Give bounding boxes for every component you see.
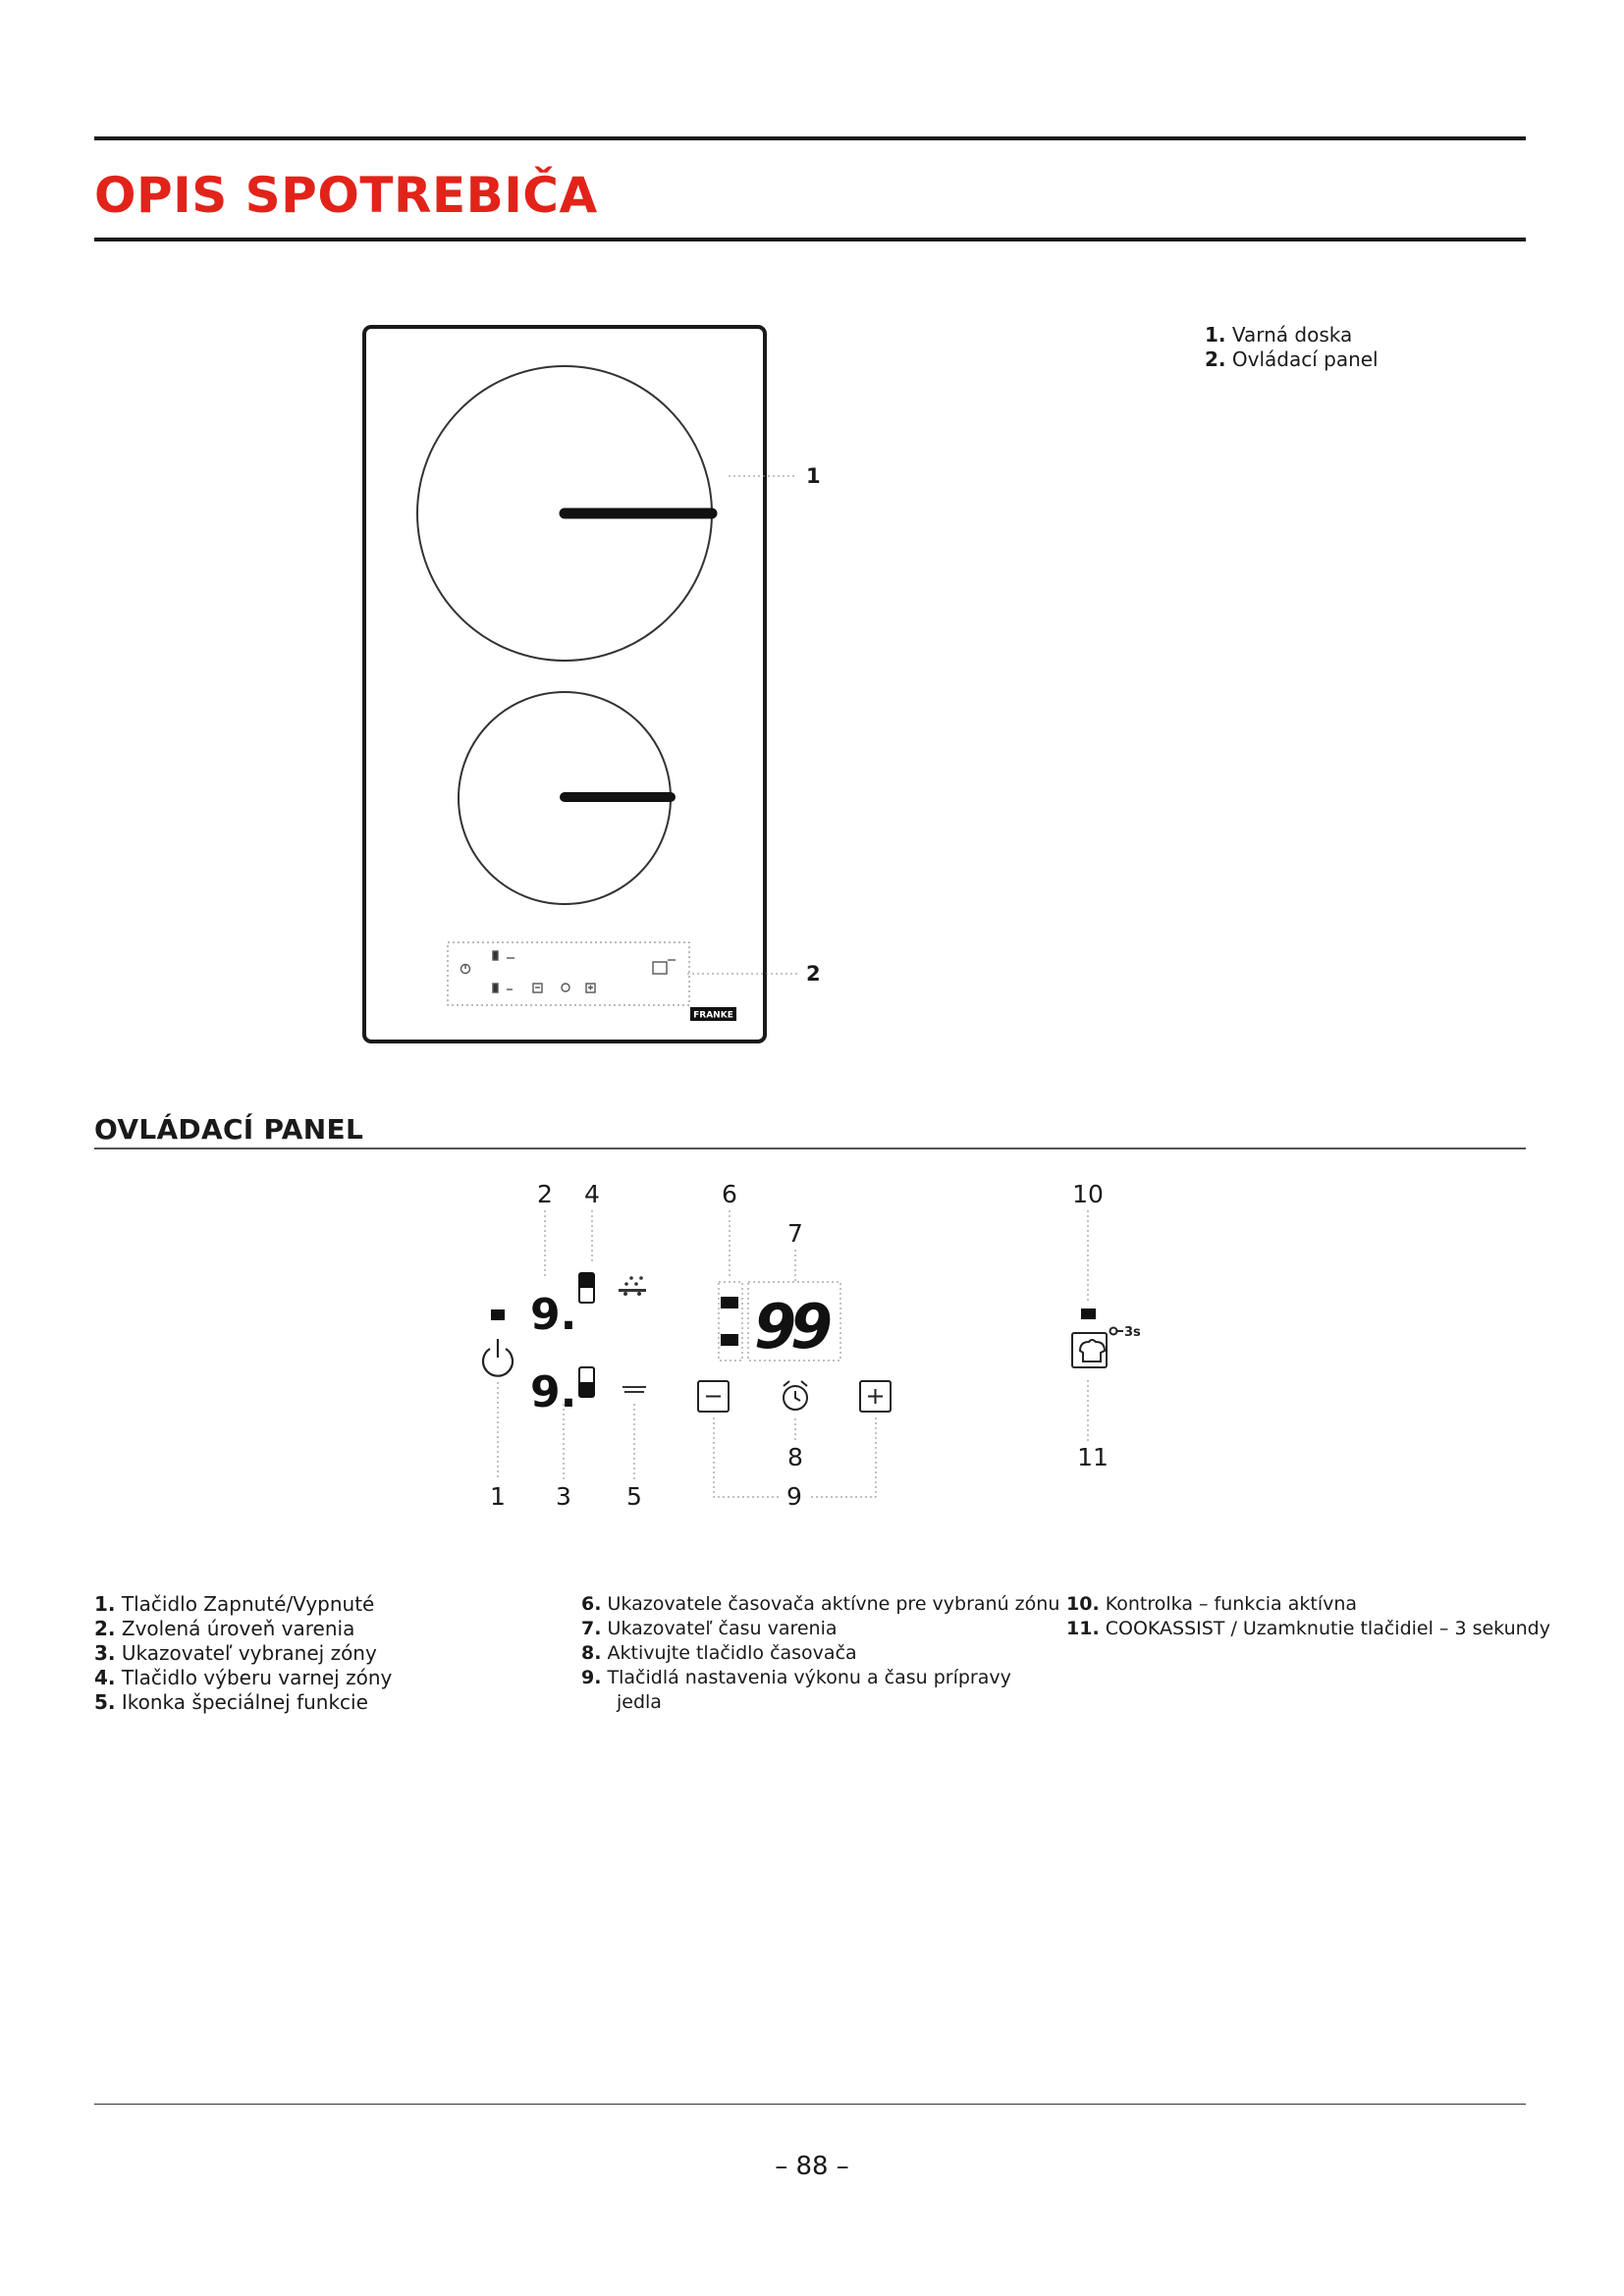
alarm-clock-icon	[784, 1381, 807, 1410]
timer-display: 99	[754, 1291, 833, 1362]
power-icon	[483, 1339, 513, 1376]
legend-item: 11. COOKASSIST / Uzamknutie tlačidiel – 3 sekundy	[1066, 1618, 1550, 1639]
legend-item: 9. Tlačidlá nastavenia výkonu a času prípravy jedla	[581, 1667, 1011, 1713]
section-heading: OVLÁDACÍ PANEL	[94, 1113, 364, 1146]
legend-item: 2. Zvolená úroveň varenia	[94, 1617, 355, 1640]
cookassist-lock-icon	[1072, 1328, 1123, 1368]
hob-callout-1: 1	[806, 464, 821, 488]
indicator-led	[491, 1309, 505, 1320]
plus-icon	[860, 1381, 891, 1412]
legend-column-3	[1066, 1592, 1550, 1641]
legend-item: 3. Ukazovateľ vybranej zóny	[94, 1641, 377, 1665]
timer-zone-indicator	[721, 1334, 738, 1346]
legend-item: 4. Tlačidlo výberu varnej zóny	[94, 1666, 393, 1689]
lock-hint: 3s	[1124, 1325, 1141, 1340]
legend-item: 10. Kontrolka – funkcia aktívna	[1066, 1593, 1358, 1615]
legend-item: 5. Ikonka špeciálnej funkcie	[94, 1690, 368, 1714]
callout-5: 5	[626, 1482, 642, 1511]
function-active-led	[1081, 1308, 1096, 1319]
callout-3: 3	[556, 1482, 571, 1511]
footer-rule	[94, 2104, 1526, 2105]
callout-2: 2	[537, 1180, 553, 1208]
hob-diagram	[353, 314, 844, 1050]
callout-10: 10	[1072, 1180, 1104, 1208]
zone-level-bottom: 9.	[530, 1367, 577, 1417]
legend-item: 6. Ukazovatele časovača aktívne pre vybranú zónu	[581, 1593, 1060, 1615]
legend-item: 8. Aktivujte tlačidlo časovača	[581, 1642, 857, 1664]
section-underline	[94, 1148, 1526, 1149]
legend-column-2	[581, 1592, 1059, 1715]
timer-zone-indicator	[721, 1297, 738, 1308]
page-title: OPIS SPOTREBIČA	[94, 167, 598, 224]
hob-callout-2: 2	[806, 962, 821, 986]
control-panel-diagram	[432, 1168, 1218, 1531]
legend-column-1	[94, 1592, 392, 1715]
page-number: – 88 –	[775, 2152, 849, 2181]
callout-8: 8	[787, 1443, 803, 1471]
legend-item: 7. Ukazovateľ času varenia	[581, 1618, 838, 1639]
legend-item: 1. Tlačidlo Zapnuté/Vypnuté	[94, 1592, 375, 1616]
top-rule	[94, 136, 1526, 140]
appliance-legend	[1205, 323, 1379, 372]
callout-6: 6	[722, 1180, 737, 1208]
legend-item: 1. Varná doska	[1205, 323, 1353, 347]
callout-1: 1	[490, 1482, 506, 1511]
minus-icon	[698, 1381, 729, 1412]
callout-7: 7	[787, 1219, 803, 1248]
title-underline	[94, 238, 1526, 241]
brand-label: FRANKE	[693, 1010, 733, 1021]
zone-level-top: 9.	[530, 1290, 577, 1340]
callout-11: 11	[1077, 1443, 1109, 1471]
hob-outline	[364, 327, 765, 1041]
callout-9: 9	[786, 1482, 802, 1511]
zone-function-icon	[623, 1387, 646, 1392]
special-function-icon	[619, 1276, 646, 1296]
callout-4: 4	[584, 1180, 600, 1208]
mini-controls	[461, 951, 677, 992]
legend-item: 2. Ovládací panel	[1205, 347, 1379, 371]
